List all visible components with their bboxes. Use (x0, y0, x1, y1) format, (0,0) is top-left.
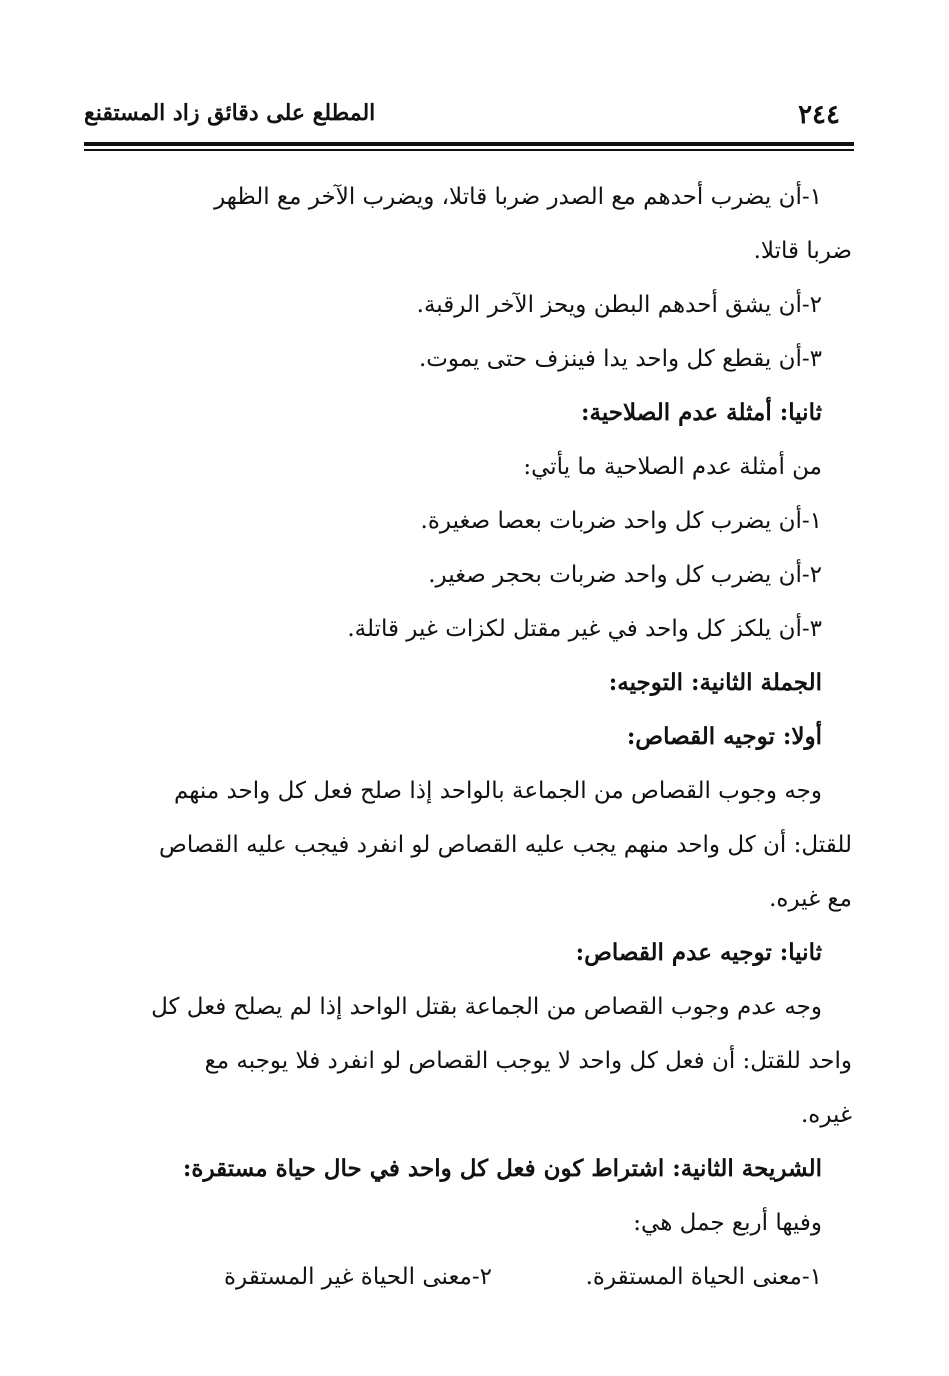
text-line: من أمثلة عدم الصلاحية ما يأتي: (523, 454, 822, 480)
section-heading: أولا: توجيه القصاص: (626, 723, 822, 750)
list-item: ٢-أن يشق أحدهم البطن ويحز الآخر الرقبة. (416, 292, 822, 318)
list-item: ٢-معنى الحياة غير المستقرة (223, 1264, 492, 1290)
list-item: ٢-أن يضرب كل واحد ضربات بحجر صغير. (428, 562, 822, 588)
paragraph-line: للقتل: أن كل واحد منهم يجب عليه القصاص لو انفرد فيجب عليه القصاص (159, 832, 852, 858)
book-title: المطلع على دقائق زاد المستقنع (84, 100, 376, 126)
page-header (84, 96, 848, 136)
paragraph-line: واحد للقتل: أن فعل كل واحد لا يوجب القصاص لو انفرد فلا يوجبه مع (204, 1048, 852, 1074)
list-item: ٣-أن يقطع كل واحد يدا فينزف حتى يموت. (418, 346, 822, 372)
list-item: ١-أن يضرب أحدهم مع الصدر ضربا قاتلا، ويضرب الآخر مع الظهر (214, 184, 822, 210)
text-line: ضربا قاتلا. (753, 238, 852, 264)
list-item: ٣-أن يلكز كل واحد في غير مقتل لكزات غير قاتلة. (347, 616, 822, 642)
page-number: ٢٤٤ (798, 100, 840, 130)
paragraph-line: غيره. (800, 1102, 852, 1128)
header-rule-thin (84, 149, 854, 151)
paragraph-line: وجه عدم وجوب القصاص من الجماعة بقتل الواحد إذا لم يصلح فعل كل (151, 994, 822, 1020)
paragraph-line: مع غيره. (769, 886, 852, 912)
section-heading: ثانيا: توجيه عدم القصاص: (575, 939, 822, 966)
text-line: وفيها أربع جمل هي: (633, 1210, 822, 1236)
paragraph-line: وجه وجوب القصاص من الجماعة بالواحد إذا صلح فعل كل واحد منهم (174, 778, 822, 804)
two-column-list (96, 1250, 852, 1304)
section-heading: الجملة الثانية: التوجيه: (608, 669, 822, 696)
list-item: ١-أن يضرب كل واحد ضربات بعصا صغيرة. (420, 508, 822, 534)
list-item: ١-معنى الحياة المستقرة. (585, 1264, 822, 1290)
header-rule-thick (84, 142, 854, 146)
section-heading: ثانيا: أمثلة عدم الصلاحية: (581, 399, 822, 426)
section-heading: الشريحة الثانية: اشتراط كون فعل كل واحد في حال حياة مستقرة: (182, 1155, 822, 1182)
page-body (96, 170, 852, 1304)
